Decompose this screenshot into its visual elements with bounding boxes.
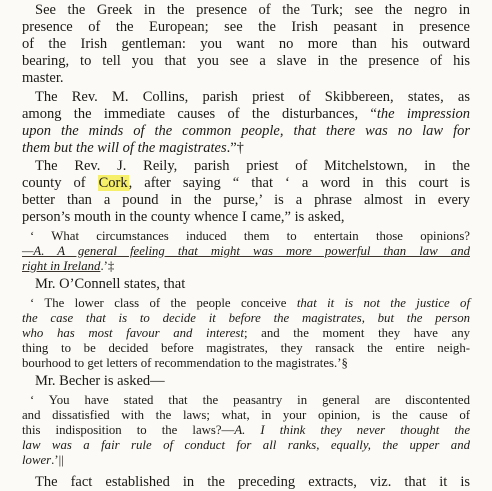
quote-line (22, 311, 470, 326)
text-line: The Rev. M. Collins, parish priest of Skibbereen, states, as (35, 89, 470, 105)
italic-span: right in Ireland (22, 259, 101, 273)
quote-line (22, 423, 470, 438)
text-span: .’|| (51, 453, 64, 467)
italic-span: who has most favour and interest (22, 326, 244, 340)
text-line (22, 123, 470, 140)
quote-line: ‘ What circumstances induced them to entertain those opinions? (30, 229, 470, 243)
italic-span: law was a fair rule of conduct for all ranks, equally, the upper and (22, 438, 470, 452)
quote-line: bourhood to get letters of recommendation to the magistrates.’§ (22, 356, 348, 370)
text-span: county of (22, 175, 98, 191)
text-line: presence of the European; see the Irish peasant in presence (22, 19, 470, 35)
text-span: this indisposition to the laws?— (22, 423, 235, 437)
text-line: The Rev. J. Reily, parish priest of Mitchelstown, in the (35, 158, 470, 174)
quote-line (22, 326, 470, 341)
speaker-line: Mr. O’Connell states, that (35, 276, 186, 292)
italic-span: them but the will of the magistrates (22, 140, 227, 156)
quote-line (30, 296, 470, 311)
italic-span: lower (22, 453, 52, 467)
italic-span: the impression (376, 106, 470, 122)
quote-line (22, 438, 470, 453)
text-line: of the Irish gentleman: you want no more than his outward (22, 36, 470, 52)
text-line: person’s mouth in the county whence I came,” is asked, (22, 209, 345, 225)
text-span: .’‡ (100, 259, 115, 273)
text-span: .”† (226, 140, 244, 156)
quote-line: thing to be decided before magistrates, they ransack the entire neigh- (22, 341, 470, 355)
text-span: ; and the moment they have any (243, 326, 471, 340)
quote-line (22, 453, 470, 468)
italic-span: that it is not the justice of (296, 296, 471, 310)
speaker-line: Mr. Becher is asked— (35, 373, 165, 389)
italic-span: the case that is to decide it before the magistrates, but the person (22, 311, 470, 325)
text-span: ‘ The lower class of the people conceive (30, 296, 297, 310)
text-line: bearing, to tell you that you see a slave in the presence of his (22, 53, 470, 69)
quote-line (22, 244, 470, 259)
text-line (22, 175, 470, 192)
text-line: better than a pound in the purse,’ is a phrase almost in every (22, 192, 470, 208)
italic-span: upon the minds of the common people, that there was no law for (22, 123, 470, 139)
text-line: See the Greek in the presence of the Turk; see the negro in (35, 2, 470, 18)
quote-line: and dissatisfied with the laws; what, in your opinion, is the cause of (22, 408, 470, 422)
text-line (22, 140, 470, 157)
quote-line: ‘ You have stated that the peasantry in general are discontented (30, 393, 470, 407)
text-span: , after saying “ that ‘ a word in this court is (128, 175, 470, 191)
italic-span: A. I think they never thought the (234, 423, 471, 437)
text-line (22, 106, 470, 123)
italic-span: —A. A general feeling that might was more powerful than law and (22, 244, 470, 258)
text-span: among the immediate causes of the disturbances, “ (22, 106, 377, 122)
search-highlight: Cork (98, 175, 128, 191)
text-line: The fact established in the preceding extracts, viz. that it is (35, 474, 470, 490)
text-line: master. (22, 70, 64, 86)
quote-line (22, 259, 470, 274)
